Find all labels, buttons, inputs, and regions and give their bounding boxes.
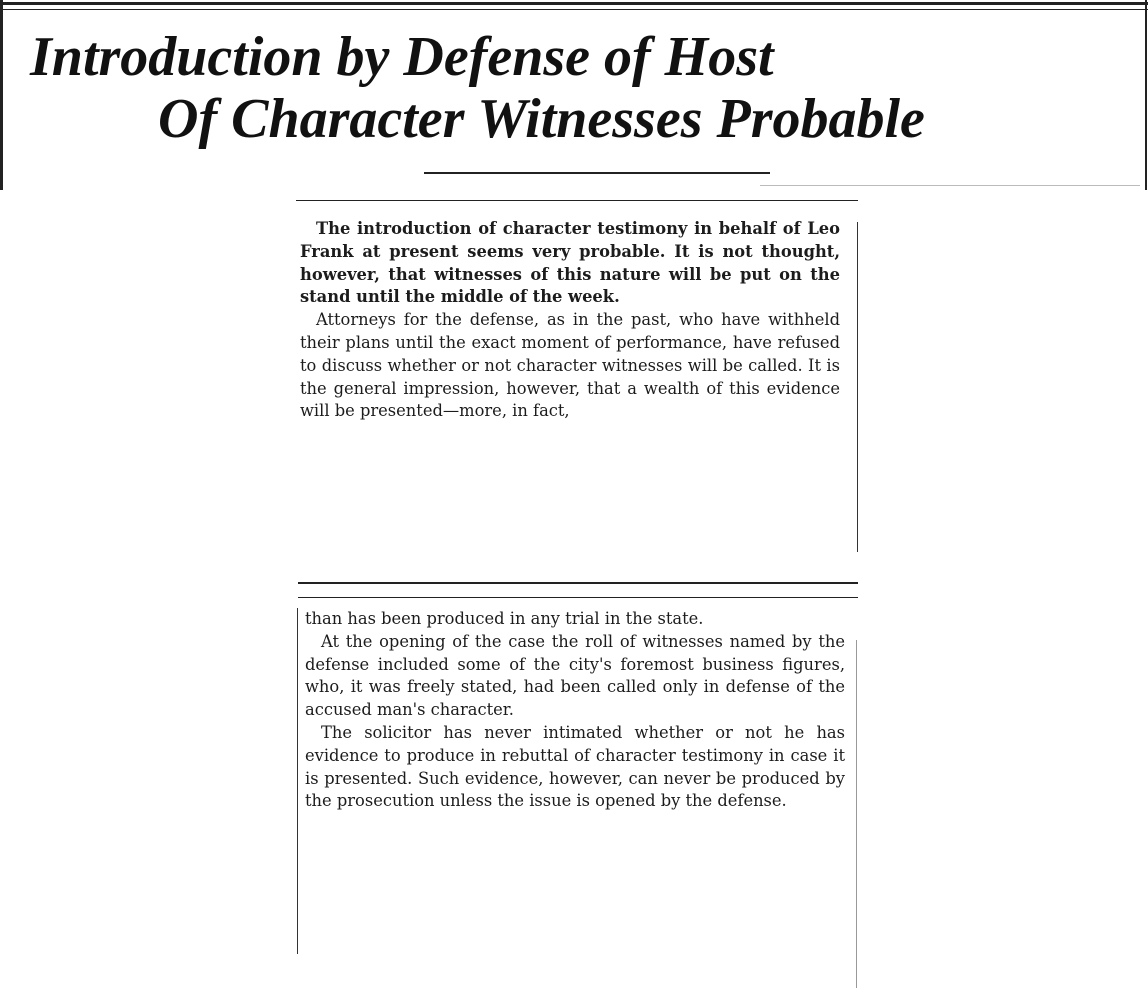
top-rule-thin xyxy=(0,9,1148,10)
column-bottom-text xyxy=(305,608,845,813)
column-bottom-right-edge xyxy=(856,640,857,988)
headline-line-2: Of Character Witnesses Probable xyxy=(158,88,925,150)
paragraph-2: Attorneys for the defense, as in the past, who have withheld their plans until the exact moment of performance, have refused to discuss whether or not character witnesses will be called. It is the general impression, however, that a wealth of this evidence will be presented—more, in fact, xyxy=(300,310,840,421)
paragraph-5: The solicitor has never intimated whether or not he has evidence to produce in rebuttal of character testimony in case it is presented. Such evidence, however, can never be produced by the prosecution unless the issue is opened by the defense. xyxy=(305,722,845,811)
column-break-rule xyxy=(298,582,858,584)
paragraph-4: At the opening of the case the roll of witnesses named by the defense included some of the city's foremost business figures, who, it was freely stated, had been called only in defense of the accused man's character. xyxy=(305,631,845,720)
column-top-rule xyxy=(296,200,858,201)
frame-right-edge xyxy=(1145,0,1147,190)
column-top-text xyxy=(300,218,840,423)
column-bottom-left-edge xyxy=(297,608,298,954)
column-break-rule-thin xyxy=(298,597,858,598)
paragraph-1: The introduction of character testimony in behalf of Leo Frank at present seems very probable. It is not thought, however, that witnesses of this nature will be put on the stand until the middle of the week. xyxy=(300,219,840,307)
frame-left-edge xyxy=(0,0,3,190)
column-top-right-edge xyxy=(857,222,858,552)
headline-underline xyxy=(424,172,770,174)
headline-line-1: Introduction by Defense of Host xyxy=(30,26,774,88)
paragraph-3: than has been produced in any trial in the state. xyxy=(305,609,704,628)
top-rule-thick xyxy=(0,2,1148,5)
section-divider-faint xyxy=(760,185,1140,186)
